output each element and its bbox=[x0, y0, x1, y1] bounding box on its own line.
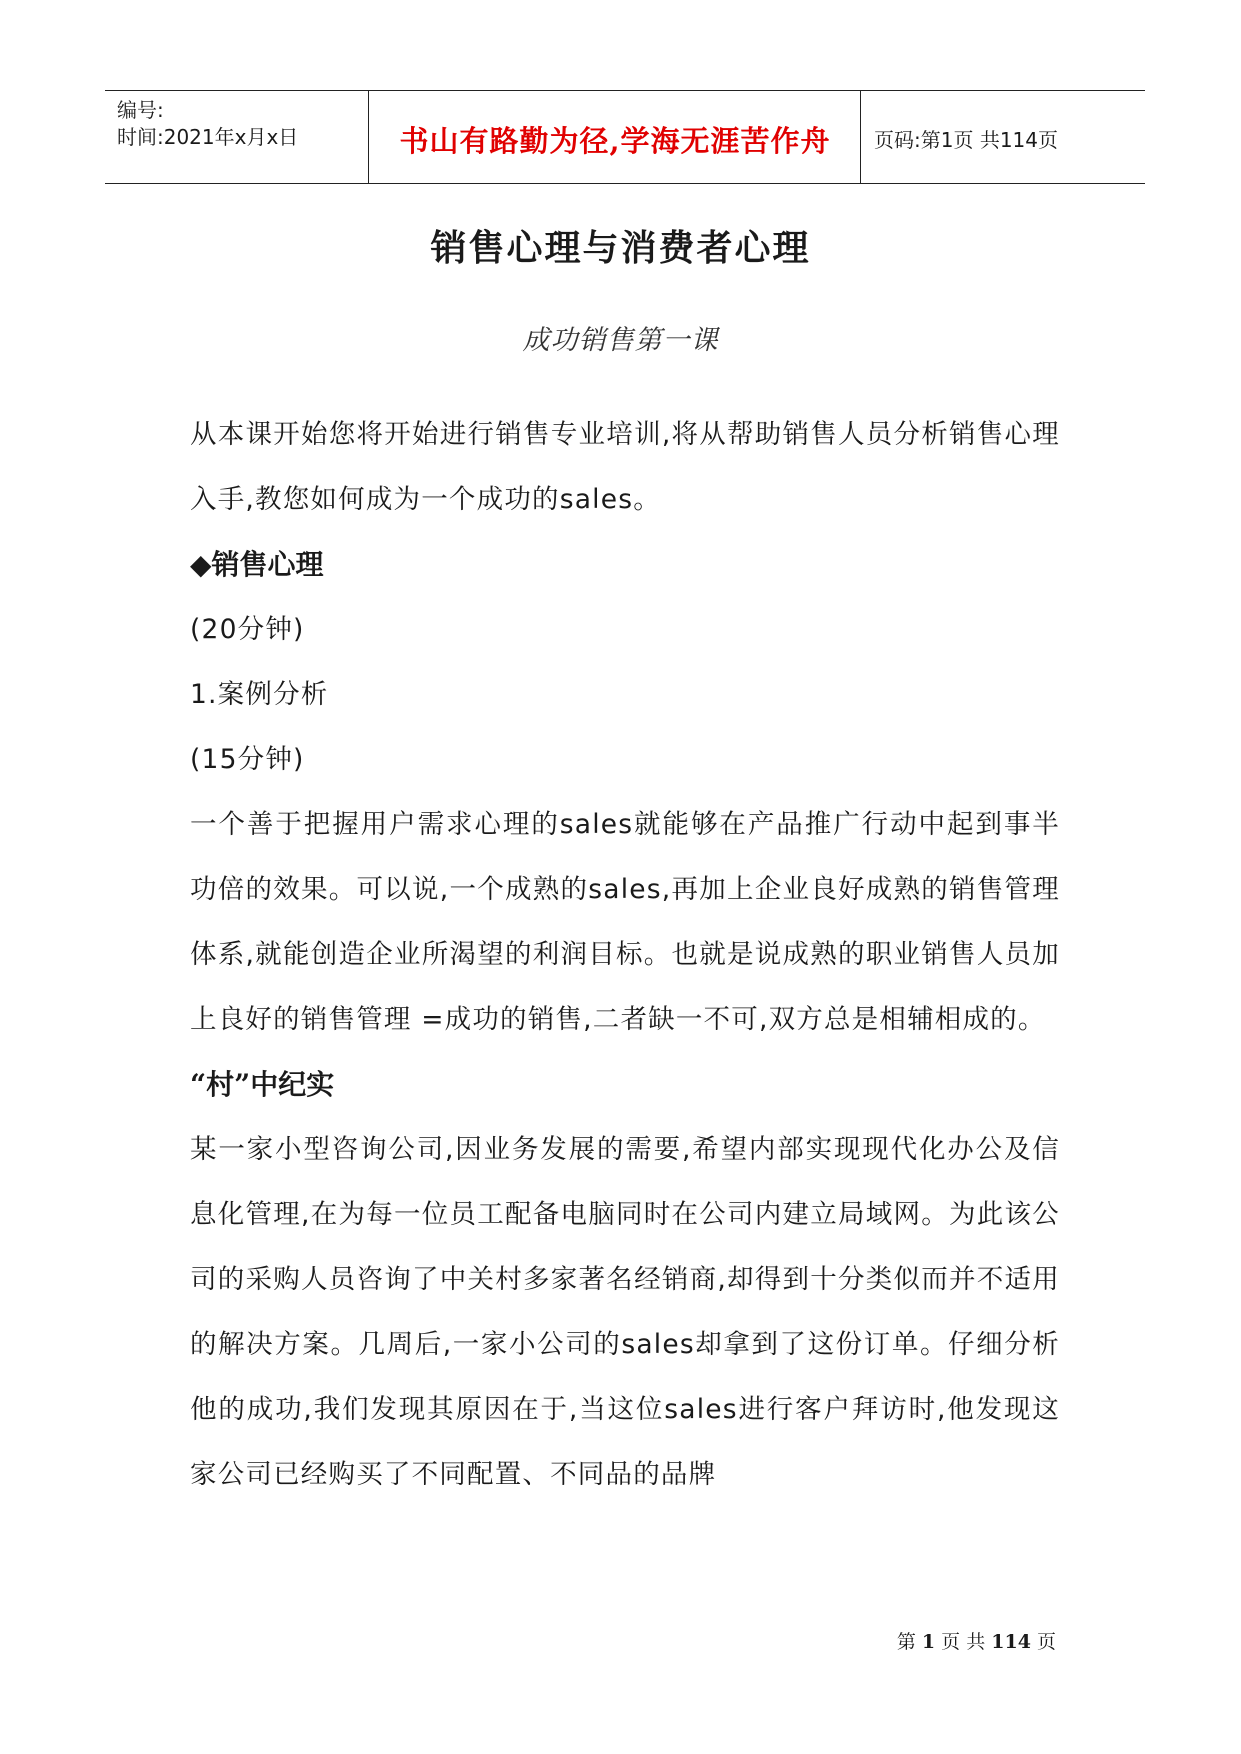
header-motto: 书山有路勤为径,学海无涯苦作舟 bbox=[399, 124, 831, 158]
duration-note-15: (15分钟) bbox=[190, 744, 305, 775]
footer-page-number: 1 bbox=[921, 1631, 936, 1653]
footer-total-pages: 114 bbox=[991, 1631, 1031, 1653]
sales-paragraph: 一个善于把握用户需求心理的sales就能够在产品推广行动中起到事半功倍的效果。可以说,一个成熟的sales,再加上企业良好成熟的销售管理体系,就能创造企业所渴望的利润目标。也就是说成熟的职业销售人员加上良好的销售管理 =成功的销售,二者缺一不可,双方总是相辅相成的。 bbox=[190, 809, 1060, 1035]
footer-suffix: 页 bbox=[1036, 1631, 1056, 1653]
footer-prefix: 第 bbox=[896, 1631, 916, 1653]
document-title: 销售心理与消费者心理 bbox=[430, 227, 811, 269]
header-left-cell bbox=[105, 91, 369, 183]
intro-paragraph: 从本课开始您将开始进行销售专业培训,将从帮助销售人员分析销售心理入手,教您如何成为一个成功的sales。 bbox=[190, 419, 1060, 515]
header-page-code: 页码:第1页 共114页 bbox=[874, 128, 1058, 152]
document-number-label: 编号: bbox=[117, 98, 164, 122]
document-time-label: 时间:2021年x月x日 bbox=[117, 125, 299, 149]
section-heading-village-record: “村”中纪实 bbox=[190, 1068, 335, 1101]
header-right-cell bbox=[862, 91, 1145, 183]
section-heading-sales-psychology: ◆销售心理 bbox=[190, 548, 324, 581]
case-analysis-item: 1.案例分析 bbox=[190, 679, 329, 710]
page-header bbox=[105, 90, 1145, 184]
duration-note-20: (20分钟) bbox=[190, 614, 305, 645]
document-body bbox=[190, 402, 1060, 1507]
case-paragraph: 某一家小型咨询公司,因业务发展的需要,希望内部实现现代化办公及信息化管理,在为每一位员工配备电脑同时在公司内建立局域网。为此该公司的采购人员咨询了中关村多家著名经销商,却得到十分类似而并不适用的解决方案。几周后,一家小公司的sales却拿到了这份订单。仔细分析他的成功,我们发现其原因在于,当这位sales进行客户拜访时,他发现这家公司已经购买了不同配置、不同品的品牌 bbox=[190, 1134, 1060, 1490]
footer-middle: 页 共 bbox=[941, 1631, 986, 1653]
header-motto-cell bbox=[370, 91, 861, 183]
page-footer bbox=[897, 1627, 1056, 1654]
document-subtitle: 成功销售第一课 bbox=[522, 325, 719, 356]
